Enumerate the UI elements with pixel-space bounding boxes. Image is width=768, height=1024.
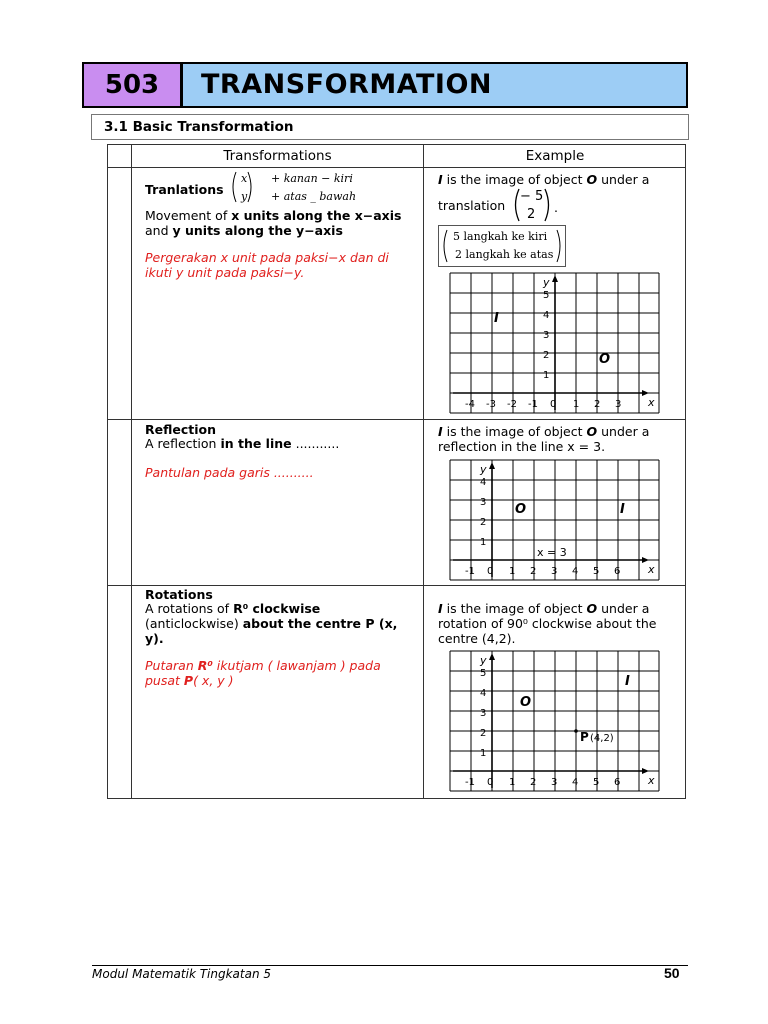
y-tick: 5	[543, 290, 550, 301]
object-point-O: O	[599, 352, 611, 367]
malay-text: Putaran	[145, 658, 198, 673]
footer-rule	[92, 965, 688, 966]
malay-text: ( x, y )	[193, 673, 234, 688]
object-point-O: O	[515, 502, 527, 517]
x-tick: 1	[509, 777, 516, 788]
x-tick: -2	[507, 399, 517, 410]
y-tick: 3	[480, 497, 487, 508]
table-divider	[423, 145, 424, 798]
transformations-table	[107, 144, 686, 799]
x-tick: 5	[593, 777, 600, 788]
rotation-desc-line2	[145, 616, 397, 631]
y-tick: 3	[480, 708, 487, 719]
image-label: I	[438, 601, 443, 616]
rotation-desc-line1	[145, 601, 320, 616]
y-tick: 1	[480, 537, 487, 548]
y-tick: 2	[480, 517, 487, 528]
example-text: is the image of object	[442, 601, 587, 616]
y-tick: 4	[543, 310, 550, 321]
x-tick: -4	[465, 399, 475, 410]
example-text: is the image of object	[442, 424, 587, 439]
rotation-title: Rotations	[145, 587, 213, 602]
x-axis-label: x	[648, 563, 655, 576]
vector-value-bottom: 2	[527, 207, 536, 222]
y-tick: 2	[480, 728, 487, 739]
translation-example-line1	[438, 172, 649, 187]
x-tick: 3	[551, 566, 558, 577]
reflection-example-line1	[438, 424, 649, 439]
x-tick: 4	[572, 777, 579, 788]
x-tick: 2	[530, 566, 537, 577]
translation-right-bottom: + atas _ bawah	[271, 190, 357, 203]
table-divider	[108, 585, 685, 586]
image-label: I	[438, 172, 443, 187]
x-tick: 4	[572, 566, 579, 577]
object-label: O	[586, 424, 598, 439]
image-label: I	[438, 424, 443, 439]
x-tick: 6	[614, 566, 621, 577]
image-point-I: I	[620, 502, 625, 517]
y-tick: 4	[480, 688, 487, 699]
example-text: under a	[597, 601, 650, 616]
rotation-example-line2: rotation of 90⁰ clockwise about the	[438, 616, 657, 631]
desc-bold: y units along the y−axis	[172, 223, 343, 238]
chapter-header	[82, 62, 688, 108]
steps-bottom: 2 langkah ke atas	[455, 248, 554, 261]
x-tick: 2	[594, 399, 601, 410]
y-tick: 4	[480, 477, 487, 488]
x-tick: 5	[593, 566, 600, 577]
y-axis-label: y	[543, 276, 550, 289]
y-axis-label: y	[480, 654, 487, 667]
x-tick: 0	[487, 777, 494, 788]
x-tick: 6	[614, 777, 621, 788]
translation-steps-box	[438, 225, 566, 267]
page-number: 50	[664, 965, 680, 981]
x-tick: 2	[530, 777, 537, 788]
table-divider	[108, 167, 685, 168]
x-axis-label: x	[648, 396, 655, 409]
translation-example-word: translation	[438, 198, 506, 213]
x-tick: 0	[487, 566, 494, 577]
steps-top: 5 langkah ke kiri	[453, 230, 548, 243]
x-tick: 1	[509, 566, 516, 577]
desc-dots: ...........	[291, 436, 340, 451]
desc-bold: in the line	[220, 436, 292, 451]
x-tick: -1	[528, 399, 538, 410]
desc-text: and	[145, 223, 173, 238]
desc-bold: x units along the x−axis	[231, 208, 402, 223]
rotation-example-line1	[438, 601, 649, 616]
desc-text: Movement of	[145, 208, 232, 223]
example-text: is the image of object	[442, 172, 587, 187]
y-tick: 5	[480, 668, 487, 679]
y-axis-label: y	[480, 463, 487, 476]
reflection-example-line2: reflection in the line x = 3.	[438, 439, 606, 454]
reflection-desc	[145, 436, 339, 451]
translation-right-top: + kanan − kiri	[271, 172, 353, 185]
period: .	[554, 200, 558, 215]
rotation-example-line3: centre (4,2).	[438, 631, 516, 646]
y-tick: 3	[543, 330, 550, 341]
centre-point-marker	[574, 729, 578, 733]
translation-label: Tranlations	[145, 182, 224, 197]
object-point-O: O	[520, 695, 532, 710]
mirror-line-label: x = 3	[537, 546, 567, 559]
malay-text: ikutjam ( lawanjam ) pada	[212, 658, 381, 673]
y-tick: 2	[543, 350, 550, 361]
x-tick: 3	[551, 777, 558, 788]
reflection-malay-desc: Pantulan pada garis ..........	[145, 465, 314, 480]
rotation-malay-line2	[145, 673, 234, 688]
malay-bold: P	[183, 673, 194, 688]
vector-bottom: y	[241, 190, 248, 203]
image-point-I: I	[494, 311, 499, 326]
column-header-transformations: Transformations	[223, 148, 332, 164]
x-tick: -1	[465, 566, 475, 577]
desc-text: A reflection	[145, 436, 221, 451]
translation-grid	[449, 272, 661, 414]
centre-point-P: P	[580, 730, 589, 744]
image-point-I: I	[625, 674, 630, 689]
reflection-title: Reflection	[145, 422, 217, 437]
rotation-malay-line1	[145, 658, 381, 673]
reflection-grid	[449, 459, 661, 581]
desc-bold: R⁰ clockwise	[233, 601, 321, 616]
y-tick: 1	[543, 370, 550, 381]
x-axis-label: x	[648, 774, 655, 787]
section-title: 3.1 Basic Transformation	[91, 114, 689, 140]
x-tick: -3	[486, 399, 496, 410]
x-tick: 3	[615, 399, 622, 410]
table-divider	[131, 145, 132, 798]
object-label: O	[586, 172, 598, 187]
centre-point-coord: (4,2)	[590, 733, 614, 744]
object-label: O	[586, 601, 598, 616]
footer-module-name: Modul Matematik Tingkatan 5	[92, 967, 272, 981]
x-tick: 1	[573, 399, 580, 410]
example-text: under a	[597, 172, 650, 187]
vector-top: x	[241, 172, 248, 185]
chapter-number: 503	[84, 64, 183, 106]
example-text: under a	[597, 424, 650, 439]
malay-text: pusat	[145, 673, 184, 688]
translation-desc-line2	[145, 223, 343, 238]
translation-malay-desc: Pergerakan x unit pada paksi−x dan di ikuti y unit pada paksi−y.	[145, 250, 389, 280]
desc-text: A rotations of	[145, 601, 234, 616]
translation-desc-line1	[145, 208, 401, 223]
desc-text: (anticlockwise)	[145, 616, 243, 631]
column-header-example: Example	[525, 148, 585, 164]
rotation-grid	[449, 650, 661, 792]
chapter-title: TRANSFORMATION	[183, 64, 686, 106]
vector-value-top: − 5	[520, 189, 544, 204]
desc-bold: about the centre P (x,	[242, 616, 398, 631]
malay-bold: R⁰	[197, 658, 213, 673]
y-tick: 1	[480, 748, 487, 759]
x-tick: 0	[550, 399, 557, 410]
rotation-desc-line3: y).	[145, 631, 164, 646]
x-tick: -1	[465, 777, 475, 788]
table-divider	[108, 419, 685, 420]
